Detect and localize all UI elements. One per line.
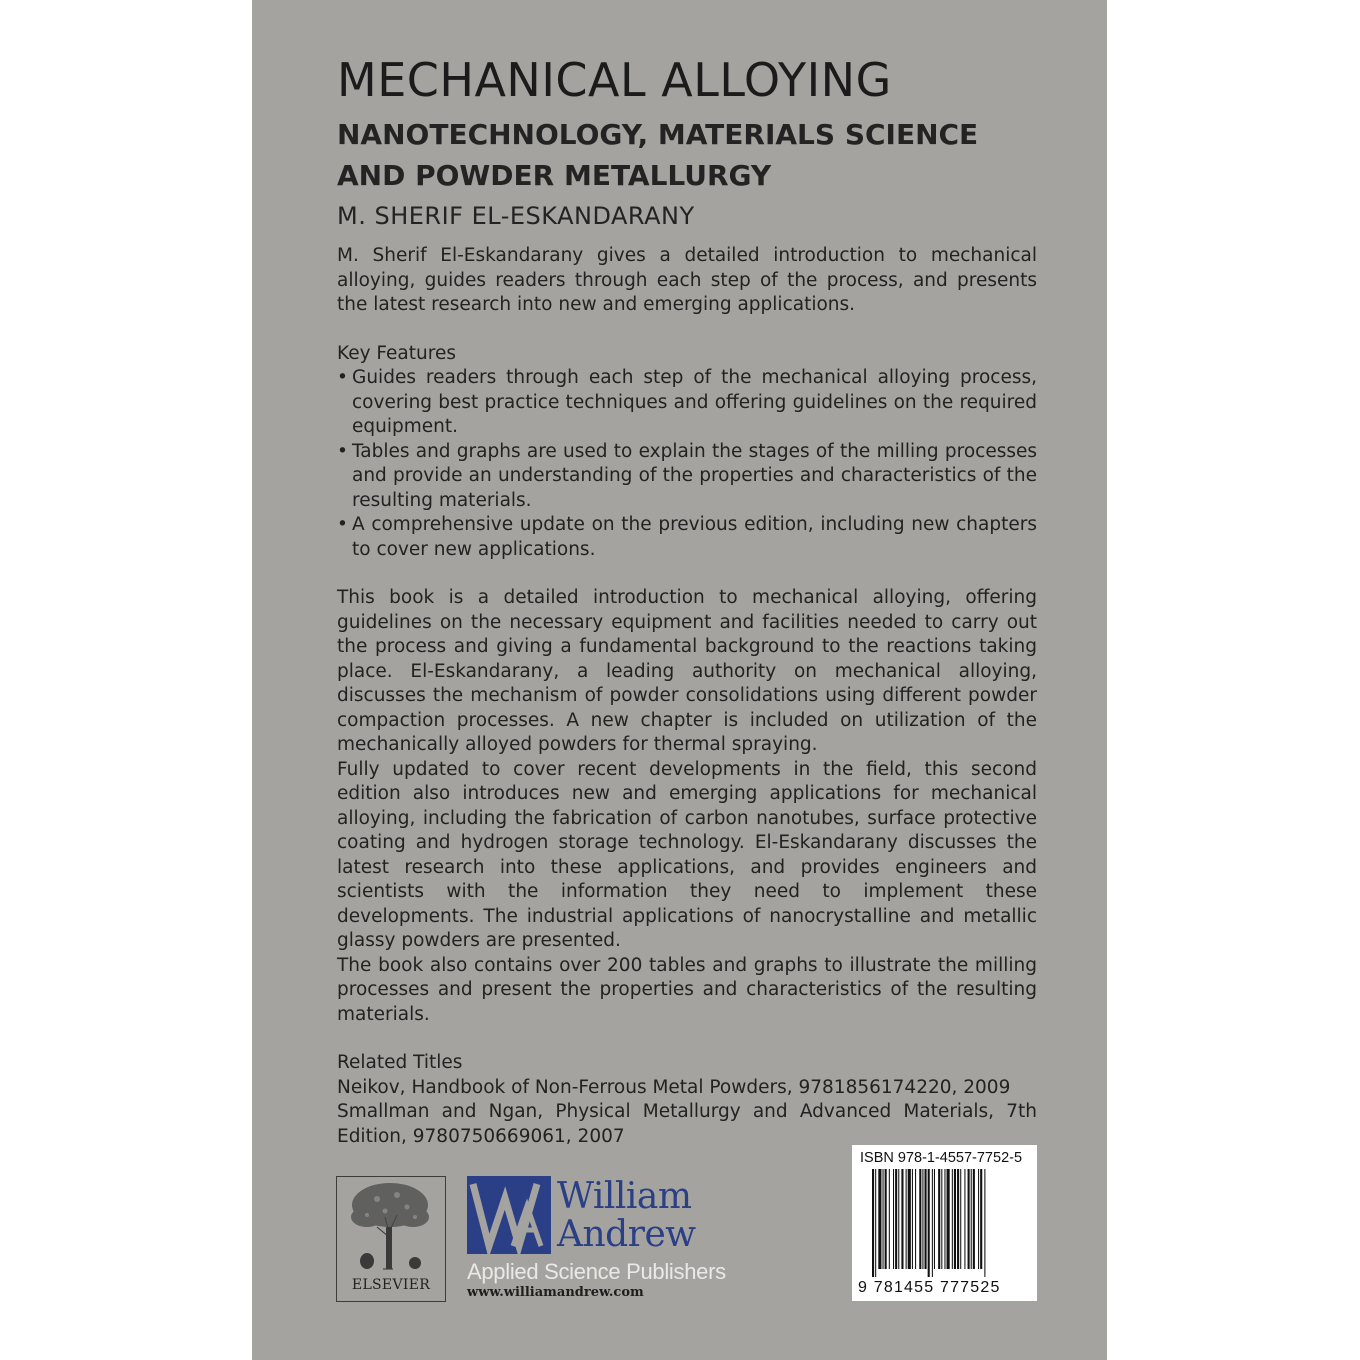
elsevier-tree-icon bbox=[337, 1177, 444, 1273]
isbn-barcode bbox=[852, 1145, 1037, 1301]
barcode-bar bbox=[883, 1169, 884, 1269]
description-paragraph-2: Fully updated to cover recent developments in the field, this second edition also introduces new and emerging applications for mechanical alloying, including the fabrication of carbon nanotubes, surface protective coating and hydrogen storage technology. El-Eskandarany discusses the latest research into these applications, and provides engineers and scientists with the information they need to implement these developments. The industrial applications of nanocrystalline and metallic glassy powders are presented. bbox=[337, 758, 1037, 951]
william-andrew-logo-mark bbox=[467, 1176, 551, 1254]
barcode-bar bbox=[957, 1169, 959, 1269]
description-paragraph-3: The book also contains over 200 tables and graphs to illustrate the milling processes and present the properties and characteristics of the resulting materials. bbox=[337, 954, 1037, 1025]
bullet-icon: • bbox=[337, 367, 348, 388]
barcode-bar bbox=[922, 1169, 923, 1269]
feature-text: A comprehensive update on the previous edition, including new chapters to cover new applications. bbox=[352, 514, 1037, 560]
bullet-icon: • bbox=[337, 440, 348, 462]
barcode-bar bbox=[938, 1169, 940, 1269]
elsevier-wordmark: ELSEVIER bbox=[351, 1277, 431, 1293]
book-subtitle bbox=[337, 114, 1037, 196]
barcode-bar bbox=[964, 1169, 965, 1269]
publisher-url: www.williamandrew.com bbox=[467, 1285, 644, 1300]
barcode-bars bbox=[872, 1169, 1022, 1279]
barcode-bar bbox=[878, 1169, 881, 1269]
isbn-digits: 9 781455 777525 bbox=[858, 1279, 1001, 1296]
barcode-bar bbox=[885, 1169, 887, 1269]
feature-text: Guides readers through each step of the mechanical alloying process, covering best practice techniques and offering guidelines on the required equipment. bbox=[352, 367, 1037, 437]
barcode-bar bbox=[875, 1169, 876, 1277]
barcode-bar bbox=[971, 1169, 972, 1269]
barcode-bar bbox=[934, 1169, 935, 1269]
barcode-bar bbox=[915, 1169, 916, 1269]
feature-text: Tables and graphs are used to explain the stages of the milling processes and provide an understanding of the properties and characteristics of the resulting materials. bbox=[352, 440, 1037, 511]
elsevier-logo bbox=[336, 1176, 446, 1302]
barcode-bar bbox=[941, 1169, 942, 1269]
barcode-bar bbox=[872, 1169, 874, 1277]
barcode-bar bbox=[889, 1169, 890, 1269]
list-item bbox=[337, 366, 1037, 440]
description-paragraph-1: This book is a detailed introduction to mechanical alloying, offering guidelines on the necessary equipment and facilities needed to carry out the process and giving a fundamental background to the reactions taking place. El-Eskandarany, a leading authority on mechanical alloying, discusses the mechanism of powder consolidations using different powder compaction processes. A new chapter is included on utilization of the mechanically alloyed powders for thermal spraying. bbox=[337, 587, 1037, 755]
key-features-list bbox=[337, 366, 1037, 562]
imprint-tagline: Applied Science Publishers bbox=[467, 1259, 726, 1284]
barcode-bar bbox=[925, 1169, 927, 1269]
barcode-bar bbox=[960, 1169, 961, 1269]
imprint-name-line-2: Andrew bbox=[557, 1214, 696, 1255]
isbn-label: ISBN 978-1-4557-7752-5 bbox=[860, 1150, 1023, 1166]
barcode-bar bbox=[984, 1169, 985, 1277]
book-author: M. SHERIF EL-ESKANDARANY bbox=[337, 202, 695, 230]
barcode-bar bbox=[901, 1169, 903, 1269]
wa-monogram-icon bbox=[467, 1176, 551, 1254]
subtitle-line-2: AND POWDER METALLURGY bbox=[337, 159, 772, 192]
intro-paragraph: M. Sherif El-Eskandarany gives a detailed introduction to mechanical alloying, guides readers through each step of the process, and presents the latest research into new and emerging applications. bbox=[337, 245, 1037, 315]
subtitle-line-1: NANOTECHNOLOGY, MATERIALS SCIENCE bbox=[337, 118, 979, 151]
barcode-bar bbox=[968, 1169, 970, 1269]
barcode-bar bbox=[944, 1169, 945, 1269]
bullet-icon: • bbox=[337, 514, 348, 535]
barcode-bar bbox=[954, 1169, 956, 1269]
book-title: MECHANICAL ALLOYING bbox=[337, 53, 892, 107]
barcode-bar bbox=[978, 1169, 979, 1269]
cover-content bbox=[337, 52, 1037, 1149]
barcode-bar bbox=[895, 1169, 897, 1269]
barcode-bar bbox=[947, 1169, 950, 1269]
barcode-bar bbox=[898, 1169, 899, 1269]
barcode-bar bbox=[906, 1169, 907, 1269]
related-title-1: Neikov, Handbook of Non-Ferrous Metal Powders, 9781856174220, 2009 bbox=[337, 1076, 1011, 1098]
key-features-heading: Key Features bbox=[337, 342, 456, 364]
related-titles-heading: Related Titles bbox=[337, 1052, 463, 1073]
barcode-bar bbox=[919, 1169, 921, 1269]
list-item bbox=[337, 440, 1037, 514]
imprint-name-line-1: William bbox=[557, 1176, 692, 1217]
barcode-bar bbox=[893, 1169, 894, 1269]
barcode-bar bbox=[980, 1169, 982, 1269]
barcode-bar bbox=[928, 1169, 930, 1277]
barcode-bar bbox=[973, 1169, 975, 1269]
list-item bbox=[337, 513, 1037, 562]
barcode-bar bbox=[932, 1169, 933, 1277]
related-title-2: Smallman and Ngan, Physical Metallurgy and Advanced Materials, 7th Edition, 9780750669061, 2007 bbox=[337, 1101, 1037, 1147]
barcode-bar bbox=[952, 1169, 953, 1269]
barcode-bar bbox=[912, 1169, 913, 1269]
barcode-bar bbox=[908, 1169, 911, 1269]
